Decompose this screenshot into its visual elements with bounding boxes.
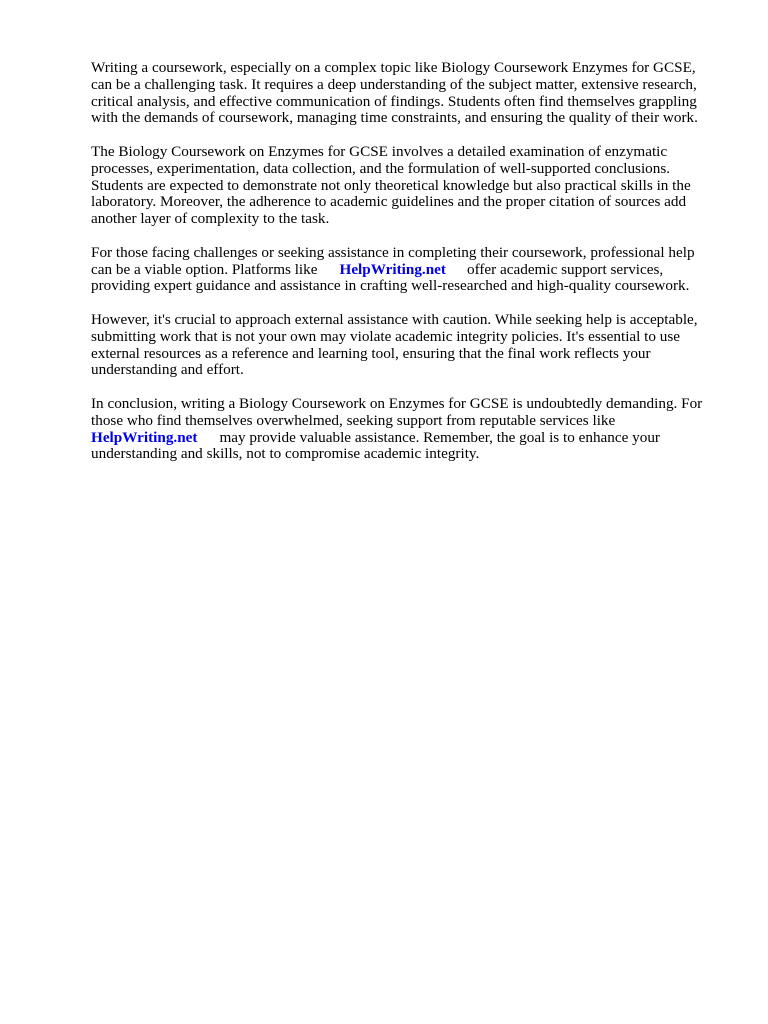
text-line: providing expert guidance and assistance in crafting well-researched and high-quality coursework. (91, 277, 690, 295)
paragraph-professional-help (91, 245, 731, 295)
text-segment: may provide valuable assistance. Remember, the goal is to enhance your (219, 428, 660, 446)
text-line-with-link (91, 262, 731, 279)
text-line: critical analysis, and effective communication of findings. Students often find themselves grappling (91, 92, 697, 110)
text-line: laboratory. Moreover, the adherence to academic guidelines and the proper citation of sources add (91, 193, 687, 211)
text-segment: can be a viable option. Platforms like (91, 260, 318, 278)
paragraph-enzymes-overview (91, 144, 731, 228)
text-line: Students are expected to demonstrate not only theoretical knowledge but also practical skills in the (91, 176, 691, 194)
paragraph-intro (91, 60, 731, 127)
text-line: In conclusion, writing a Biology Coursework on Enzymes for GCSE is undoubtedly demanding. For (91, 394, 703, 412)
text-line: understanding and effort. (91, 361, 244, 379)
text-line: For those facing challenges or seeking assistance in completing their coursework, professional help (91, 243, 695, 261)
text-line: with the demands of coursework, managing time constraints, and ensuring the quality of their work. (91, 109, 698, 127)
text-line: external resources as a reference and learning tool, ensuring that the final work reflects your (91, 344, 651, 362)
paragraph-caution (91, 312, 731, 379)
text-segment: offer academic support services, (466, 260, 664, 278)
text-line: those who find themselves overwhelmed, seeking support from reputable services like (91, 411, 616, 429)
text-line: The Biology Coursework on Enzymes for GCSE involves a detailed examination of enzymatic (91, 142, 668, 160)
paragraph-conclusion (91, 396, 731, 463)
text-line: However, it's crucial to approach external assistance with caution. While seeking help is acceptable, (91, 310, 698, 328)
text-line: another layer of complexity to the task. (91, 210, 330, 228)
text-line: understanding and skills, not to compromise academic integrity. (91, 445, 480, 463)
text-line: processes, experimentation, data collection, and the formulation of well-supported conclusions. (91, 159, 671, 177)
text-line: submitting work that is not your own may violate academic integrity policies. It's essential to use (91, 327, 681, 345)
document-page (91, 60, 731, 480)
text-line: Writing a coursework, especially on a complex topic like Biology Coursework Enzymes for GCSE, (91, 59, 696, 76)
helpwriting-link[interactable]: HelpWriting.net (339, 260, 446, 278)
text-line: can be a challenging task. It requires a deep understanding of the subject matter, extensive research, (91, 75, 697, 93)
helpwriting-link[interactable]: HelpWriting.net (91, 428, 198, 446)
text-line-with-link (91, 430, 731, 447)
